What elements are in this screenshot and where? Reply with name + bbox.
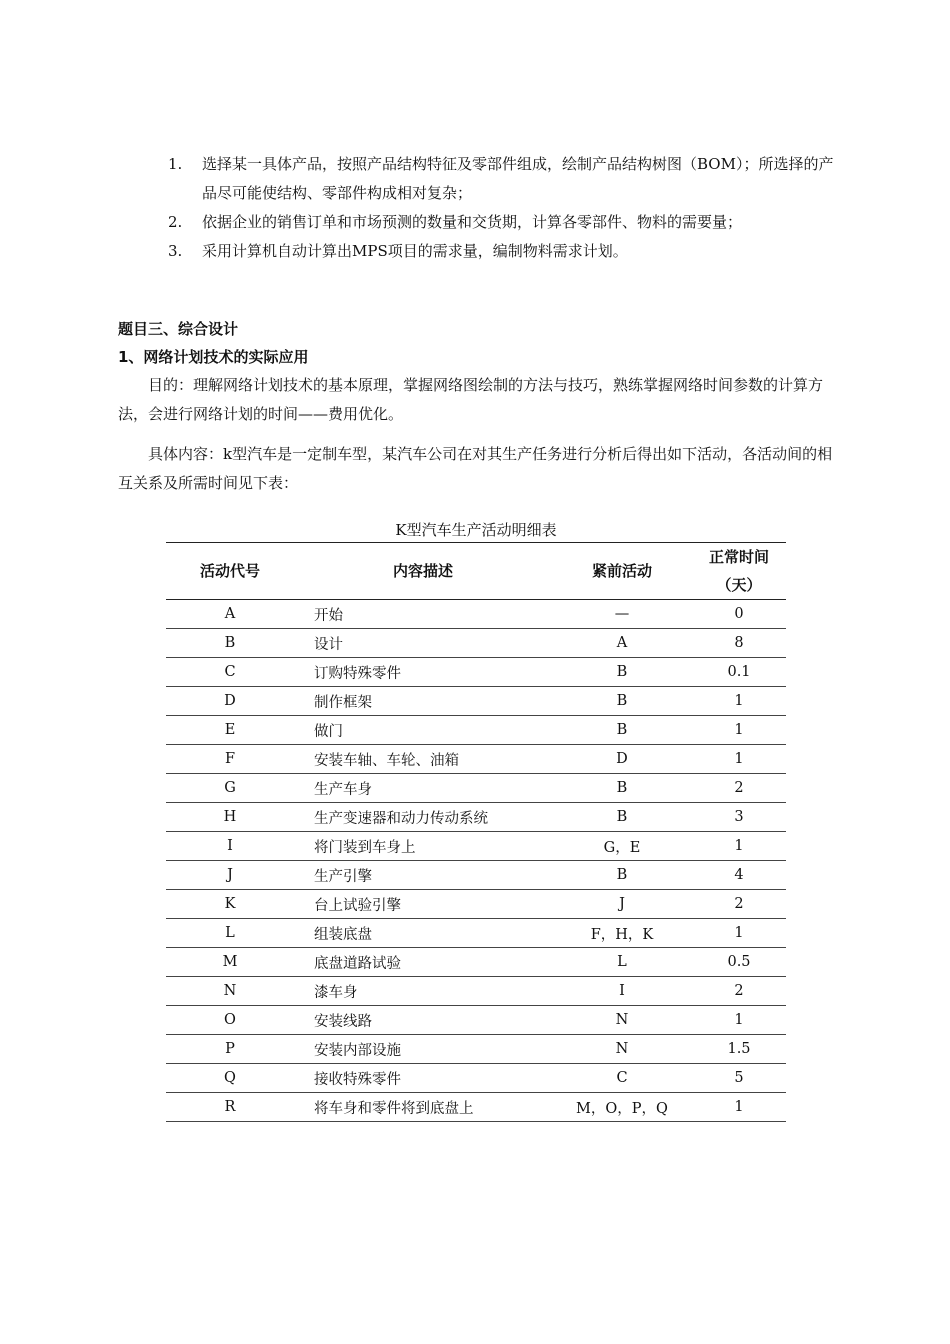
cell-pred: — <box>552 600 692 629</box>
table-row <box>166 745 786 774</box>
cell-time: 1 <box>692 919 786 948</box>
cell-desc: 生产变速器和动力传动系统 <box>294 803 552 832</box>
cell-desc: 将车身和零件将到底盘上 <box>294 1093 552 1122</box>
cell-time: 2 <box>692 774 786 803</box>
cell-pred: B <box>552 803 692 832</box>
cell-code: B <box>166 629 294 658</box>
cell-pred: C <box>552 1064 692 1093</box>
table-row <box>166 687 786 716</box>
header-code: 活动代号 <box>166 543 294 600</box>
cell-time: 1 <box>692 832 786 861</box>
cell-code: A <box>166 600 294 629</box>
list-text: 选择某一具体产品，按照产品结构特征及零部件组成，绘制产品结构树图（BOM）；所选择的产品尽可能使结构、零部件构成相对复杂； <box>202 155 834 202</box>
cell-time: 1 <box>692 1093 786 1122</box>
cell-pred: G，E <box>552 832 692 861</box>
table-row <box>166 629 786 658</box>
list-item <box>168 150 840 208</box>
purpose-paragraph: 目的：理解网络计划技术的基本原理，掌握网络图绘制的方法与技巧，熟练掌握网络时间参数的计算方法，会进行网络计划的时间——费用优化。 <box>118 376 824 423</box>
section-title: 题目三、综合设计 <box>118 320 239 338</box>
activity-table <box>166 542 786 1122</box>
table-row <box>166 919 786 948</box>
cell-pred: D <box>552 745 692 774</box>
cell-time: 5 <box>692 1064 786 1093</box>
cell-time: 0.1 <box>692 658 786 687</box>
cell-code: Q <box>166 1064 294 1093</box>
cell-time: 8 <box>692 629 786 658</box>
cell-time: 4 <box>692 861 786 890</box>
cell-desc: 安装车轴、车轮、油箱 <box>294 745 552 774</box>
cell-desc: 接收特殊零件 <box>294 1064 552 1093</box>
table-row <box>166 861 786 890</box>
cell-desc: 订购特殊零件 <box>294 658 552 687</box>
cell-pred: N <box>552 1035 692 1064</box>
table-caption: K型汽车生产活动明细表 <box>395 521 557 539</box>
cell-code: F <box>166 745 294 774</box>
cell-time: 0.5 <box>692 948 786 977</box>
list-text: 采用计算机自动计算出MPS项目的需求量，编制物料需求计划。 <box>202 242 628 260</box>
list-number: 1. <box>168 155 183 173</box>
table-row <box>166 600 786 629</box>
cell-code: O <box>166 1006 294 1035</box>
cell-pred: L <box>552 948 692 977</box>
cell-pred: B <box>552 687 692 716</box>
cell-code: R <box>166 1093 294 1122</box>
table-row <box>166 1093 786 1122</box>
cell-code: N <box>166 977 294 1006</box>
cell-code: H <box>166 803 294 832</box>
table-row <box>166 1064 786 1093</box>
header-time: 正常时间 （天） <box>692 543 786 600</box>
table-row <box>166 658 786 687</box>
cell-code: I <box>166 832 294 861</box>
cell-code: E <box>166 716 294 745</box>
cell-desc: 台上试验引擎 <box>294 890 552 919</box>
header-desc: 内容描述 <box>294 543 552 600</box>
list-text: 依据企业的销售订单和市场预测的数量和交货期，计算各零部件、物料的需要量； <box>202 213 743 231</box>
cell-time: 2 <box>692 977 786 1006</box>
requirements-list <box>168 150 840 266</box>
cell-desc: 安装内部设施 <box>294 1035 552 1064</box>
table-header-row <box>166 543 786 600</box>
cell-desc: 制作框架 <box>294 687 552 716</box>
cell-desc: 生产引擎 <box>294 861 552 890</box>
cell-pred: N <box>552 1006 692 1035</box>
cell-pred: I <box>552 977 692 1006</box>
cell-pred: A <box>552 629 692 658</box>
cell-pred: B <box>552 716 692 745</box>
cell-pred: B <box>552 861 692 890</box>
cell-desc: 生产车身 <box>294 774 552 803</box>
table-row <box>166 948 786 977</box>
cell-desc: 开始 <box>294 600 552 629</box>
table-row <box>166 890 786 919</box>
cell-code: G <box>166 774 294 803</box>
cell-time: 1 <box>692 1006 786 1035</box>
cell-code: P <box>166 1035 294 1064</box>
table-row <box>166 832 786 861</box>
table-body <box>166 600 786 1122</box>
cell-desc: 底盘道路试验 <box>294 948 552 977</box>
cell-time: 2 <box>692 890 786 919</box>
list-number: 3. <box>168 242 183 260</box>
cell-code: M <box>166 948 294 977</box>
subsection-title: 1、网络计划技术的实际应用 <box>118 348 309 366</box>
cell-pred: B <box>552 774 692 803</box>
cell-desc: 将门装到车身上 <box>294 832 552 861</box>
cell-code: D <box>166 687 294 716</box>
table-row <box>166 977 786 1006</box>
cell-code: K <box>166 890 294 919</box>
table-row <box>166 774 786 803</box>
cell-time: 1 <box>692 687 786 716</box>
cell-pred: B <box>552 658 692 687</box>
table-row <box>166 1006 786 1035</box>
content-paragraph: 具体内容：k型汽车是一定制车型，某汽车公司在对其生产任务进行分析后得出如下活动，各活动间的相互关系及所需时间见下表： <box>118 445 833 492</box>
table-row <box>166 803 786 832</box>
cell-desc: 组装底盘 <box>294 919 552 948</box>
list-item <box>168 208 840 237</box>
cell-code: C <box>166 658 294 687</box>
cell-desc: 安装线路 <box>294 1006 552 1035</box>
cell-time: 3 <box>692 803 786 832</box>
cell-time: 1 <box>692 716 786 745</box>
cell-code: J <box>166 861 294 890</box>
cell-time: 1 <box>692 745 786 774</box>
cell-desc: 漆车身 <box>294 977 552 1006</box>
cell-pred: J <box>552 890 692 919</box>
header-pred: 紧前活动 <box>552 543 692 600</box>
cell-desc: 设计 <box>294 629 552 658</box>
cell-time: 0 <box>692 600 786 629</box>
cell-desc: 做门 <box>294 716 552 745</box>
cell-pred: M，O，P，Q <box>552 1093 692 1122</box>
list-item <box>168 237 840 266</box>
cell-pred: F，H，K <box>552 919 692 948</box>
cell-code: L <box>166 919 294 948</box>
table-row <box>166 716 786 745</box>
table-row <box>166 1035 786 1064</box>
cell-time: 1.5 <box>692 1035 786 1064</box>
list-number: 2. <box>168 213 183 231</box>
